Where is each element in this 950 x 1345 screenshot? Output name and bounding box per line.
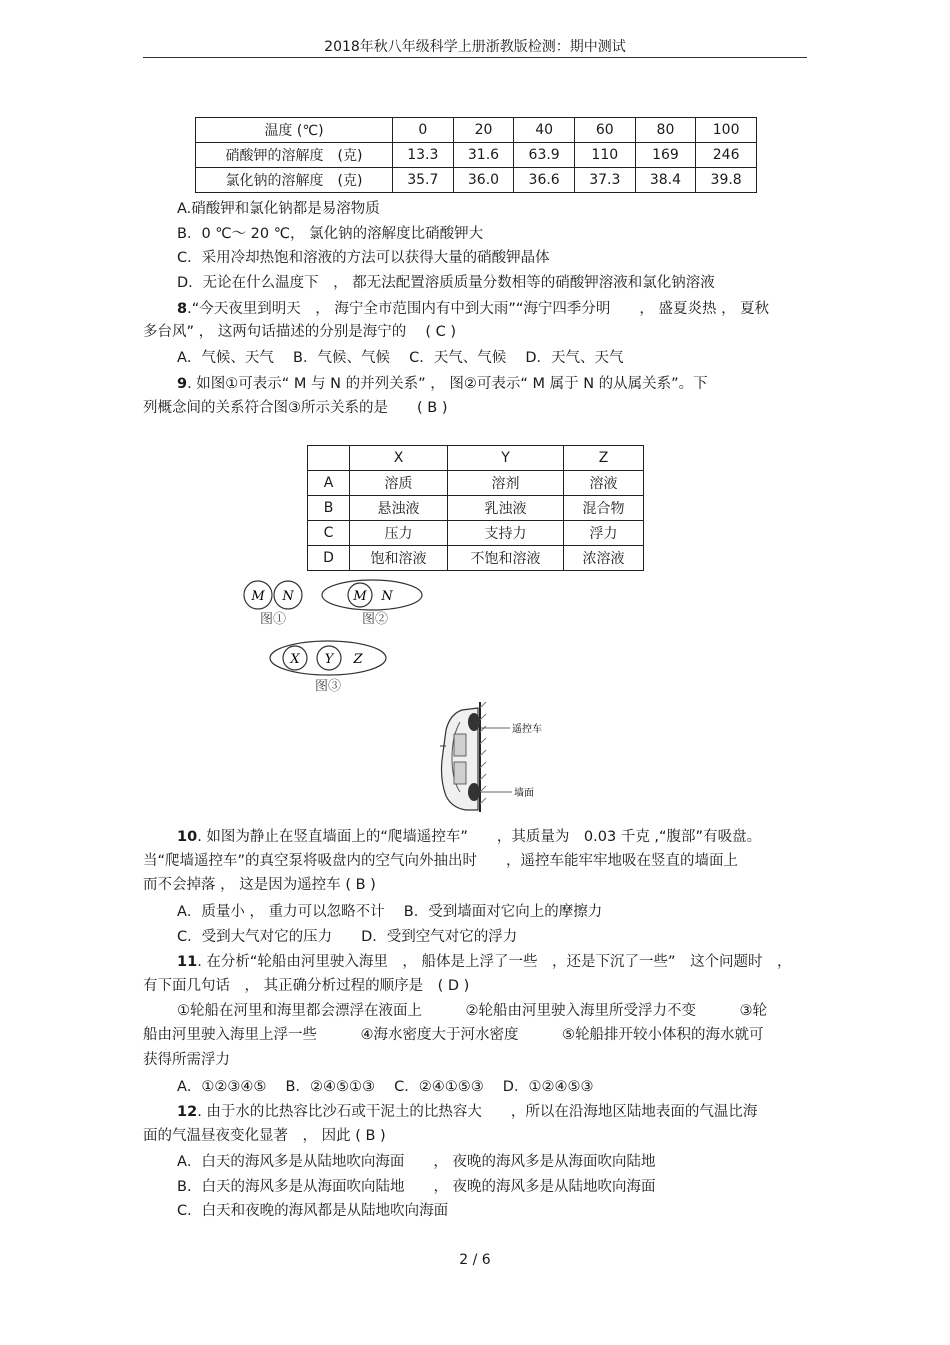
label-n: N	[381, 589, 393, 604]
question-number: 8	[177, 301, 188, 317]
q12-option-a: A．白天的海风多是从陆地吹向海面 ， 夜晚的海风多是从海面吹向陆地	[177, 1154, 656, 1170]
q9-line-2: 列概念间的关系符合图③所示关系的是 ( B )	[143, 400, 448, 416]
q9-line-1	[177, 374, 708, 394]
table-cell: 35.7	[393, 168, 454, 193]
table-cell: 39.8	[696, 168, 757, 193]
q8-options: A．气候、天气 B．气候、气候 C．天气、气候 D．天气、天气	[177, 350, 624, 366]
q11-options: A．①②③④⑤ B．②④⑤①③ C．②④①⑤③ D．①②④⑤③	[177, 1079, 594, 1095]
table-row	[308, 496, 644, 521]
question-number: 12	[177, 1104, 198, 1120]
q8-line-1	[177, 299, 769, 319]
q10-line-3: 而不会掉落 ， 这是因为遥控车 ( B )	[143, 877, 376, 893]
q12-option-c: C．白天和夜晚的海风都是从陆地吹向海面	[177, 1203, 449, 1219]
table-cell: 浮力	[564, 521, 644, 546]
q7-option-a: A.硝酸钾和氯化钠都是易溶物质	[177, 201, 380, 217]
table-cell: 63.9	[514, 143, 575, 168]
caption-fig2: 图②	[361, 612, 389, 627]
table-cell: 不饱和溶液	[448, 546, 564, 571]
car-label: 遥控车	[512, 724, 542, 735]
q11-text: . 在分析“轮船由河里驶入海里 ， 船体是上浮了一些 ，还是下沉了一些” 这个问题时 ，	[197, 954, 792, 970]
question-number: 10	[177, 829, 198, 845]
table-cell: 硝酸钾的溶解度 (克)	[196, 143, 393, 168]
table-cell: 氯化钠的溶解度 (克)	[196, 168, 393, 193]
table-cell: 36.0	[453, 168, 514, 193]
table-cell: 溶质	[350, 471, 448, 496]
q12-line-1	[177, 1102, 757, 1122]
car-icon	[440, 708, 480, 810]
page-number: 2 / 6	[459, 1252, 491, 1268]
figure-1	[244, 581, 302, 627]
q7-option-d: D．无论在什么温度下 ， 都无法配置溶质质量分数相等的硝酸钾溶液和氯化钠溶液	[177, 275, 715, 291]
table-cell: B	[308, 496, 350, 521]
label-n: N	[282, 589, 294, 604]
q12-line-2: 面的气温昼夜变化显著 ， 因此 ( B )	[143, 1128, 386, 1144]
table-cell: 38.4	[635, 168, 696, 193]
table-row	[308, 446, 644, 471]
table-cell: 40	[514, 118, 575, 143]
q10-options-1: A．质量小 ， 重力可以忽略不计 B．受到墙面对它向上的摩擦力	[177, 904, 603, 920]
q8-text: .“今天夜里到明天 ， 海宁全市范围内有中到大雨”“海宁四季分明 ， 盛夏炎热 ， 夏秋	[187, 301, 770, 317]
table-cell: 169	[635, 143, 696, 168]
table-row	[196, 118, 757, 143]
table-cell: 温度 (℃)	[196, 118, 393, 143]
header-rule	[143, 57, 807, 58]
q11-line-3: ①轮船在河里和海里都会漂浮在液面上 ②轮船由河里驶入海里所受浮力不变 ③轮	[177, 1003, 767, 1019]
q10-text: . 如图为静止在竖直墙面上的“爬墙遥控车” ，其质量为 0.03 千克 ,“腹部”有吸盘。	[197, 829, 762, 845]
q11-line-2: 有下面几句话 ， 其正确分析过程的顺序是 ( D )	[143, 978, 470, 994]
q7-option-b: B．0 ℃～ 20 ℃， 氯化钠的溶解度比硝酸钾大	[177, 226, 484, 242]
table-cell: 悬浊液	[350, 496, 448, 521]
table-cell: C	[308, 521, 350, 546]
table-cell: 100	[696, 118, 757, 143]
q12-text: . 由于水的比热容比沙石或干泥土的比热容大 ，所以在沿海地区陆地表面的气温比海	[197, 1104, 758, 1120]
table-cell: D	[308, 546, 350, 571]
q7-option-c: C．采用冷却热饱和溶液的方法可以获得大量的硝酸钾晶体	[177, 250, 550, 266]
table-cell: X	[350, 446, 448, 471]
table-cell: 饱和溶液	[350, 546, 448, 571]
table-cell: A	[308, 471, 350, 496]
label-z: Z	[353, 652, 363, 667]
table-cell: 溶剂	[448, 471, 564, 496]
table-cell: 246	[696, 143, 757, 168]
caption-fig3: 图③	[314, 679, 342, 694]
table-cell: 溶液	[564, 471, 644, 496]
table-cell: 0	[393, 118, 454, 143]
figure-3	[270, 641, 386, 694]
table-cell: 13.3	[393, 143, 454, 168]
table-cell: 110	[574, 143, 635, 168]
venn-figures	[240, 578, 430, 698]
table-row	[308, 471, 644, 496]
concept-table	[307, 445, 644, 571]
table-row	[196, 143, 757, 168]
table-cell: 36.6	[514, 168, 575, 193]
table-cell	[308, 446, 350, 471]
label-x: X	[290, 652, 300, 667]
solubility-table	[195, 117, 757, 193]
q11-line-1	[177, 952, 792, 972]
q10-line-1	[177, 827, 761, 847]
question-number: 9	[177, 376, 188, 392]
table-cell: 80	[635, 118, 696, 143]
table-cell: Y	[448, 446, 564, 471]
table-row	[308, 521, 644, 546]
wall-label: 墙面	[514, 788, 534, 799]
q10-options-2: C．受到大气对它的压力 D．受到空气对它的浮力	[177, 929, 518, 945]
table-cell: 60	[574, 118, 635, 143]
q10-line-2: 当“爬墙遥控车”的真空泵将吸盘内的空气向外抽出时 ，遥控车能牢牢地吸在竖直的墙面上	[143, 853, 739, 869]
q9-text: . 如图①可表示“ M 与 N 的并列关系” ， 图②可表示“ M 属于 N 的从属关系”。下	[187, 376, 708, 392]
label-m: M	[353, 589, 367, 604]
table-cell: 浓溶液	[564, 546, 644, 571]
table-cell: 压力	[350, 521, 448, 546]
q11-line-4: 船由河里驶入海里上浮一些 ④海水密度大于河水密度 ⑤轮船排开较小体积的海水就可	[143, 1027, 764, 1043]
table-cell: 20	[453, 118, 514, 143]
question-number: 11	[177, 954, 198, 970]
wall-climbing-car-figure	[432, 700, 547, 815]
table-cell: 37.3	[574, 168, 635, 193]
caption-fig1: 图①	[259, 612, 287, 627]
table-cell: 支持力	[448, 521, 564, 546]
table-cell: 混合物	[564, 496, 644, 521]
figure-2	[322, 580, 422, 627]
page-header: 2018年秋八年级科学上册浙教版检测：期中测试	[324, 39, 626, 55]
q12-option-b: B．白天的海风多是从海面吹向陆地 ， 夜晚的海风多是从陆地吹向海面	[177, 1179, 656, 1195]
q11-line-5: 获得所需浮力	[143, 1052, 230, 1068]
table-row	[196, 168, 757, 193]
table-cell: Z	[564, 446, 644, 471]
q8-line-2: 多台风” ， 这两句话描述的分别是海宁的 ( C )	[143, 324, 456, 340]
label-y: Y	[324, 652, 334, 667]
table-row	[308, 546, 644, 571]
label-m: M	[251, 589, 265, 604]
table-cell: 31.6	[453, 143, 514, 168]
table-cell: 乳浊液	[448, 496, 564, 521]
